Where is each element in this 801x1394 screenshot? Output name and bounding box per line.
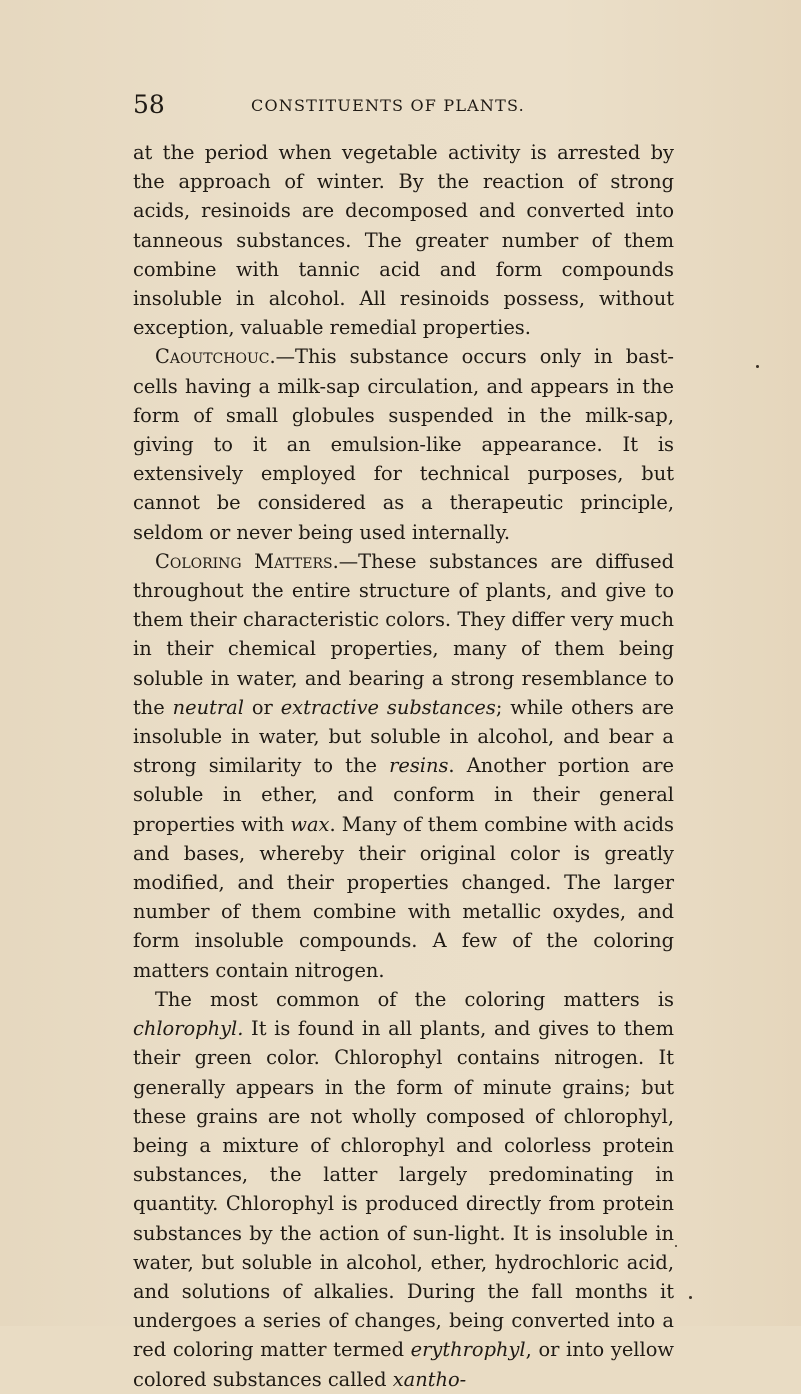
paragraph-text: at the period when vegetable activity is arrested by the approach of winter. By the reaction of strong acids, resinoids are decomposed and converted into tanneous substances. The greater number of them combine with tannic acid and form compounds insoluble in alcohol. All resinoids possess, without exception, valuable remedial properties. — [133, 141, 674, 340]
paragraph-resinoids — [133, 138, 674, 342]
text-run: ; while others are insoluble in water, but soluble in alcohol, and bear a strong similarity to the — [133, 695, 674, 778]
italic-term: resins — [389, 754, 449, 778]
paragraph-text: —This substance occurs only in bast-cells having a milk-sap circulation, and appears in the form of small globules suspended in the milk-sap, giving to it an emulsion-like appearance. It is extensively employed for technical purposes, but cannot be considered as a therapeutic principle, seldom or never being used internally. — [133, 345, 674, 544]
body-text — [133, 138, 674, 1394]
paragraph-caoutchouc — [133, 342, 674, 546]
page-header — [133, 90, 673, 124]
italic-term: extractive substances — [280, 695, 496, 719]
paragraph-chlorophyl — [133, 985, 674, 1394]
italic-term: erythrophyl — [410, 1338, 526, 1362]
text-run: The most common of the coloring matters is — [155, 987, 674, 1011]
section-heading-caoutchouc: Caoutchouc. — [155, 345, 276, 369]
paper-speck — [689, 1296, 692, 1299]
text-run: . Another portion are soluble in ether, and conform in their general properties with — [133, 754, 674, 836]
italic-term: neutral — [172, 695, 244, 719]
paragraph-coloring-matters — [133, 547, 674, 985]
text-run: , or into yellow colored substances called — [133, 1338, 674, 1391]
text-run: It is found in all plants, and gives to them their green color. Chlorophyl contains nitrogen. It generally appears in the form of minute grains; but these grains are not wholly composed of chlorophyl, being a mixture of chlorophyl and colorless protein substances, the latter largely predominating in quantity. Chlorophyl is produced directly from protein substances by the action of sun-light. It is insoluble in water, but soluble in alcohol, ether, hydrochloric acid, and solutions of alkalies. During the fall months it undergoes a series of changes, being converted into a red coloring matter termed — [133, 1017, 674, 1362]
text-run: or — [243, 695, 281, 719]
italic-term: wax — [290, 812, 330, 836]
paper-speck — [756, 365, 759, 368]
running-head: CONSTITUENTS OF PLANTS. — [251, 96, 525, 115]
page-number: 58 — [133, 90, 165, 119]
text-run: —These substances are diffused throughout the entire structure of plants, and give to them their characteristic colors. They differ very much in their chemical properties, many of them being soluble in water, and bearing a strong resemblance to the — [133, 549, 674, 719]
italic-term: xantho- — [392, 1367, 467, 1391]
section-heading-coloring-matters: Coloring Matters. — [155, 549, 339, 573]
italic-term: chlorophyl. — [133, 1017, 244, 1041]
paper-speck — [675, 1245, 677, 1247]
text-run: . Many of them combine with acids and bases, whereby their original color is greatly modified, and their properties changed. The larger number of them combine with metallic oxydes, and form insoluble compounds. A few of the coloring matters contain nitrogen. — [133, 812, 675, 982]
